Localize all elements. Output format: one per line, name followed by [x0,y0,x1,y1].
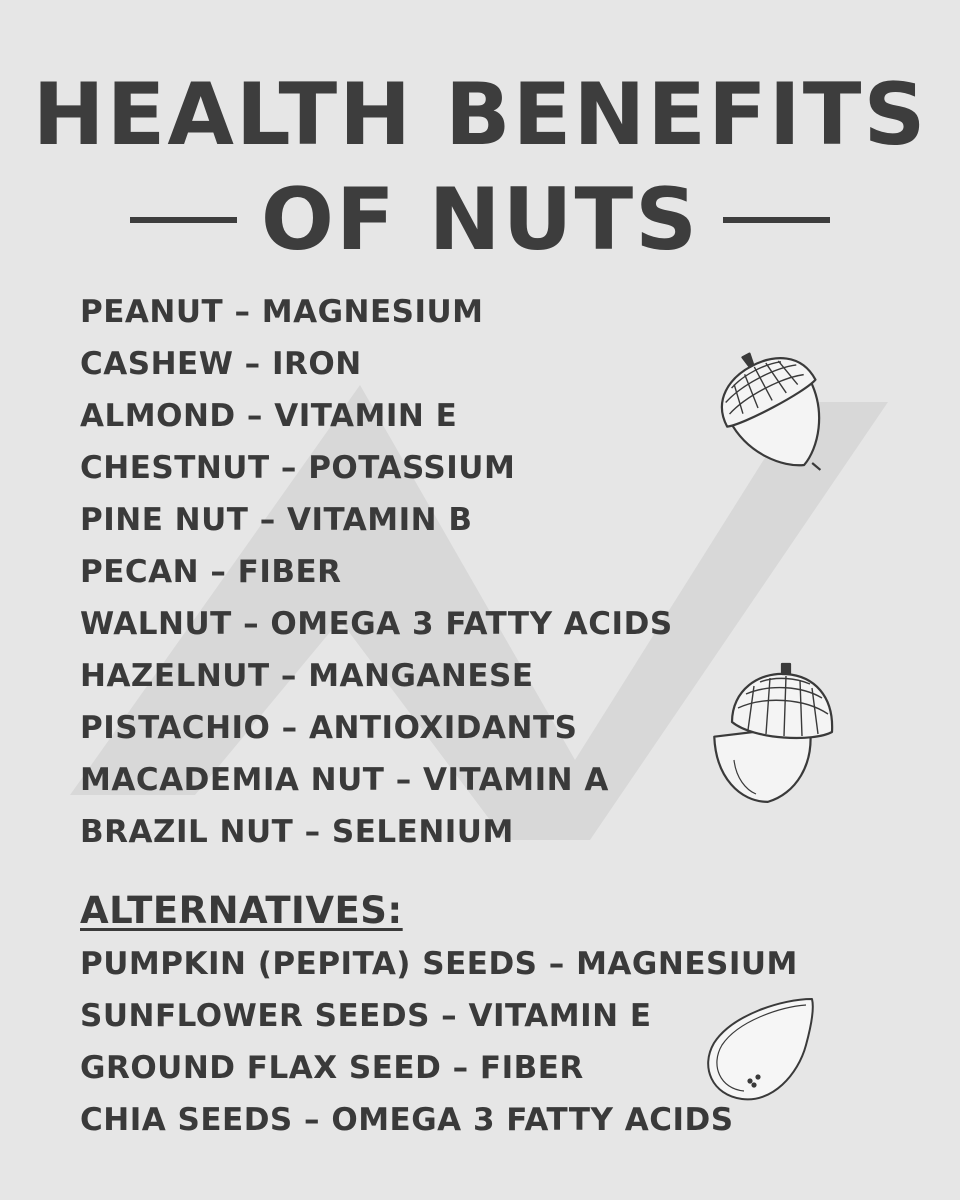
list-item: WALNUT – OMEGA 3 FATTY ACIDS [80,606,673,642]
list-item: BRAZIL NUT – SELENIUM [80,814,514,850]
acorn-icon [704,660,844,810]
list-item: GROUND FLAX SEED – FIBER [80,1050,584,1086]
acorn-icon [696,342,856,482]
subtitle-row [130,170,830,270]
title-rule-right [723,217,830,223]
list-item: CHIA SEEDS – OMEGA 3 FATTY ACIDS [80,1102,734,1138]
alternatives-heading: ALTERNATIVES: [80,889,403,932]
list-item: SUNFLOWER SEEDS – VITAMIN E [80,998,652,1034]
list-item: PEANUT – MAGNESIUM [80,294,484,330]
page-title: HEALTH BENEFITS [32,65,928,165]
list-item: PINE NUT – VITAMIN B [80,502,473,538]
title-rule-left [130,217,237,223]
list-item: PUMPKIN (PEPITA) SEEDS – MAGNESIUM [80,946,798,982]
list-item: HAZELNUT – MANGANESE [80,658,534,694]
list-item: MACADEMIA NUT – VITAMIN A [80,762,609,798]
list-item: CASHEW – IRON [80,346,362,382]
seed-icon [702,995,822,1105]
list-item: ALMOND – VITAMIN E [80,398,458,434]
list-item: PISTACHIO – ANTIOXIDANTS [80,710,578,746]
list-item: PECAN – FIBER [80,554,342,590]
list-item: CHESTNUT – POTASSIUM [80,450,516,486]
page-title-line2: OF NUTS [260,170,700,270]
